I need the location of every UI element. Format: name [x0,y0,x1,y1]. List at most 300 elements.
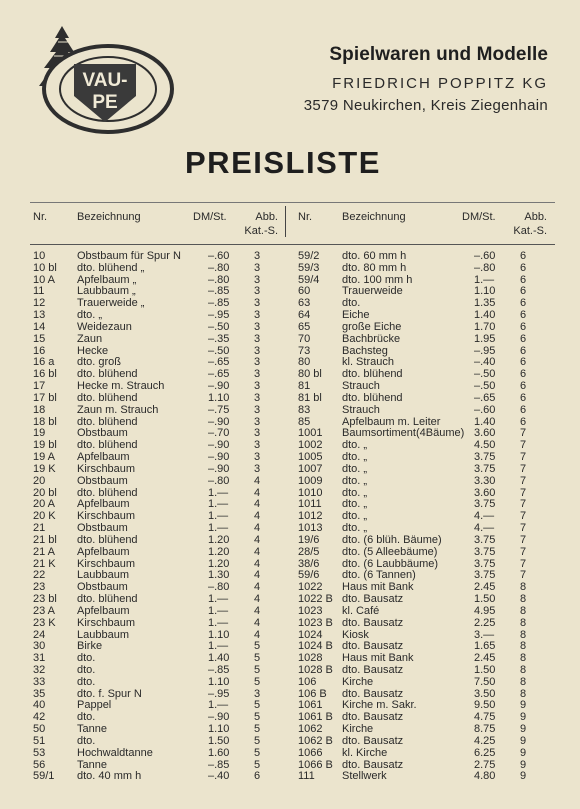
right-item-number: 80 bl [298,368,322,381]
left-item-number: 10 bl [33,261,57,274]
left-item-number: 19 bl [33,439,57,452]
left-item-description: Obstbaum [77,581,128,594]
right-item-description: dto. Bausatz [342,616,404,629]
right-item-price: 2.25 [474,616,496,629]
left-item-number: 17 [33,380,46,393]
left-item-description: dto. [77,652,96,665]
right-item-description: dto. 60 mm h [342,250,407,262]
right-item-catalog-page: 7 [520,557,527,570]
right-item-description: dto. „ [342,498,368,511]
left-item-price: 1.40 [208,652,230,665]
right-item-description: dto. 100 mm h [342,273,413,286]
right-item-description: Haus mit Bank [342,581,414,594]
right-item-number: 64 [298,309,311,322]
right-item-price: 3.— [474,628,495,641]
header-bezeichnung-right: Bezeichnung [342,211,406,223]
left-item-price: 1.— [208,510,229,523]
header-abb-label: Abb. [524,211,547,223]
left-item-price: 1.60 [208,746,230,759]
left-item-number: 16 bl [33,368,57,381]
right-item-description: dto. [342,297,361,310]
right-item-description: dto. (6 Tannen) [342,569,416,582]
left-item-description: Hochwaldtanne [77,746,153,759]
table-row [0,476,580,488]
right-item-number: 1062 [298,723,323,736]
table-row [0,677,580,689]
right-item-description: Trauerweide [342,285,403,298]
left-item-catalog-page: 3 [254,368,261,381]
table-row [0,334,580,346]
left-item-description: Kirschbaum [77,557,136,570]
right-item-price: 1.40 [474,415,496,428]
right-item-price: 3.75 [474,498,496,511]
header-kat-label: Kat.-S. [513,225,547,237]
right-item-number: 1010 [298,486,323,499]
left-item-number: 10 [33,250,46,262]
right-item-price: –.95 [474,344,496,357]
left-item-catalog-page: 3 [254,439,261,452]
right-item-description: dto. blühend [342,391,403,404]
header-abb-right [503,210,547,238]
right-item-description: dto. Bausatz [342,758,404,771]
right-item-description: Baumsortiment(4Bäume) [342,427,465,440]
right-item-catalog-page: 7 [520,498,527,511]
left-item-description: Laubbaum [77,569,129,582]
left-item-catalog-page: 5 [254,723,261,736]
right-item-number: 1024 B [298,640,333,653]
left-item-description: Apfelbaum [77,498,130,511]
left-item-number: 21 [33,522,46,535]
right-item-description: Bachsteg [342,344,388,357]
left-item-catalog-page: 4 [254,604,261,617]
left-item-description: dto. blühend [77,486,138,499]
left-item-catalog-page: 4 [254,510,261,523]
company-owner: FRIEDRICH POPPITZ KG [332,75,548,92]
right-item-number: 1066 B [298,758,333,771]
right-item-price: –.40 [474,356,496,369]
right-item-price: 3.30 [474,474,496,487]
left-item-number: 18 bl [33,415,57,428]
left-item-description: Zaun m. Strauch [77,403,159,416]
header-abb-left [236,210,278,238]
right-item-price: 3.75 [474,533,496,546]
left-item-number: 56 [33,758,46,771]
left-item-catalog-page: 4 [254,569,261,582]
left-item-catalog-page: 3 [254,297,261,310]
right-item-catalog-page: 6 [520,332,527,345]
left-item-number: 16 a [33,356,55,369]
right-item-number: 59/3 [298,261,320,274]
left-item-price: 1.30 [208,569,230,582]
table-row [0,736,580,748]
right-item-description: große Eiche [342,320,402,333]
right-item-description: dto. „ [342,439,368,452]
right-item-number: 1022 [298,581,323,594]
company-name: Spielwaren und Modelle [329,44,548,65]
right-item-price: 3.75 [474,569,496,582]
left-item-price: –.65 [208,368,230,381]
right-item-catalog-page: 7 [520,486,527,499]
left-item-description: dto. groß [77,356,122,369]
left-item-number: 15 [33,332,46,345]
right-item-number: 81 [298,380,311,393]
left-item-number: 16 [33,344,46,357]
right-item-number: 73 [298,344,311,357]
left-item-price: –.50 [208,344,230,357]
right-item-price: –.65 [474,391,496,404]
right-item-description: dto. „ [342,486,368,499]
right-item-number: 1028 [298,652,323,665]
right-item-description: dto. „ [342,510,368,523]
left-item-number: 12 [33,297,46,310]
right-item-number: 106 B [298,687,327,700]
right-item-price: 3.50 [474,687,496,700]
right-item-number: 83 [298,403,311,416]
table-row [0,464,580,476]
left-item-description: Hecke m. Strauch [77,380,165,393]
right-item-catalog-page: 7 [520,474,527,487]
left-item-catalog-page: 5 [254,652,261,665]
right-item-description: dto. (5 Alleebäume) [342,545,438,558]
left-item-number: 42 [33,711,46,724]
right-item-price: –.80 [474,261,496,274]
left-item-description: Obstbaum [77,427,128,440]
left-item-description: Zaun [77,332,103,345]
right-item-catalog-page: 9 [520,758,527,771]
left-item-price: –.75 [208,403,230,416]
right-item-catalog-page: 8 [520,593,527,606]
right-item-price: 1.50 [474,593,496,606]
right-item-number: 65 [298,320,311,333]
left-item-description: Kirschbaum [77,462,136,475]
left-item-description: Tanne [77,723,107,736]
header-bottom-rule [30,244,555,245]
right-item-catalog-page: 6 [520,403,527,416]
left-item-catalog-page: 6 [254,770,261,783]
right-item-price: –.50 [474,380,496,393]
right-item-price: 4.80 [474,770,496,783]
left-item-number: 24 [33,628,46,641]
right-item-price: 4.50 [474,439,496,452]
left-item-catalog-page: 3 [254,273,261,286]
right-item-catalog-page: 9 [520,711,527,724]
left-item-number: 50 [33,723,46,736]
left-item-number: 23 bl [33,593,57,606]
right-item-description: dto. (6 blüh. Bäume) [342,533,442,546]
right-item-description: Apfelbaum m. Leiter [342,415,441,428]
left-item-number: 11 [33,285,45,298]
right-item-catalog-page: 7 [520,545,527,558]
left-item-price: 1.— [208,522,229,535]
right-item-number: 80 [298,356,311,369]
right-item-price: 1.95 [474,332,496,345]
right-item-description: Stellwerk [342,770,387,783]
left-item-catalog-page: 3 [254,356,261,369]
right-item-price: 1.— [474,273,495,286]
right-item-catalog-page: 9 [520,723,527,736]
left-item-catalog-page: 4 [254,486,261,499]
right-item-description: dto. blühend [342,368,403,381]
left-item-price: –.90 [208,462,230,475]
right-item-catalog-page: 9 [520,746,527,759]
left-item-number: 21 K [33,557,56,570]
left-item-price: 1.— [208,604,229,617]
left-item-description: Pappel [77,699,112,712]
right-item-number: 1009 [298,474,323,487]
left-item-number: 13 [33,309,46,322]
left-item-description: Kirschbaum [77,510,136,523]
left-item-price: 1.10 [208,391,230,404]
left-item-price: –.90 [208,439,230,452]
left-item-catalog-page: 4 [254,498,261,511]
right-item-number: 19/6 [298,533,320,546]
left-item-price: –.40 [208,770,230,783]
left-item-catalog-page: 3 [254,427,261,440]
right-item-price: 3.75 [474,451,496,464]
right-item-price: –.50 [474,368,496,381]
right-item-description: kl. Kirche [342,746,388,759]
left-item-catalog-page: 5 [254,711,261,724]
left-item-number: 14 [33,320,46,333]
right-item-catalog-page: 6 [520,368,527,381]
right-item-price: 4.25 [474,734,496,747]
right-item-catalog-page: 8 [520,640,527,653]
left-item-price: –.65 [208,356,230,369]
left-item-description: Apfelbaum [77,604,130,617]
left-item-number: 53 [33,746,46,759]
left-item-catalog-page: 3 [254,261,261,274]
left-item-price: 1.10 [208,675,230,688]
right-item-number: 1062 B [298,734,333,747]
left-item-description: dto. 40 mm h [77,770,142,783]
table-row [0,618,580,630]
left-item-description: dto. blühend [77,415,138,428]
left-item-catalog-page: 3 [254,344,261,357]
header-bezeichnung-left: Bezeichnung [77,211,141,223]
left-item-catalog-page: 3 [254,451,261,464]
left-item-catalog-page: 3 [254,380,261,393]
left-item-price: –.95 [208,309,230,322]
right-item-price: 4.95 [474,604,496,617]
right-item-catalog-page: 8 [520,687,527,700]
right-item-catalog-page: 6 [520,261,527,274]
right-item-price: 2.45 [474,581,496,594]
company-block [304,44,548,114]
left-item-catalog-page: 5 [254,734,261,747]
left-item-catalog-page: 5 [254,758,261,771]
right-item-catalog-page: 9 [520,734,527,747]
header-price-right: DM/St. [462,211,496,223]
left-item-price: 1.— [208,593,229,606]
right-item-description: kl. Café [342,604,380,617]
right-item-number: 1012 [298,510,323,523]
right-item-price: 4.— [474,510,495,523]
left-item-price: –.80 [208,261,230,274]
header-column-divider [285,206,286,237]
left-item-number: 20 K [33,510,56,523]
table-row [0,606,580,618]
left-item-number: 21 bl [33,533,57,546]
right-item-catalog-page: 6 [520,380,527,393]
left-item-price: –.85 [208,663,230,676]
right-item-number: 63 [298,297,311,310]
left-item-number: 21 A [33,545,56,558]
left-item-price: –.90 [208,380,230,393]
left-item-price: –.90 [208,415,230,428]
right-item-description: dto. „ [342,474,368,487]
left-item-price: 1.20 [208,533,230,546]
left-item-price: –.95 [208,687,230,700]
right-item-price: 4.75 [474,711,496,724]
table-row [0,748,580,760]
right-item-catalog-page: 8 [520,616,527,629]
right-item-catalog-page: 6 [520,344,527,357]
left-item-price: 1.10 [208,723,230,736]
left-item-catalog-page: 5 [254,746,261,759]
left-item-description: Apfelbaum „ [77,273,137,286]
right-item-number: 38/6 [298,557,320,570]
right-item-number: 81 bl [298,391,322,404]
right-item-catalog-page: 6 [520,297,527,310]
left-item-description: Weidezaun [77,320,132,333]
right-item-description: dto. Bausatz [342,640,404,653]
right-item-number: 1001 [298,427,323,440]
left-item-description: Obstbaum für Spur N [77,250,181,262]
left-item-catalog-page: 3 [254,403,261,416]
table-row [0,405,580,417]
right-item-price: 1.50 [474,663,496,676]
right-item-catalog-page: 7 [520,462,527,475]
right-item-number: 111 [298,770,315,783]
left-item-description: dto. „ [77,309,103,322]
right-item-catalog-page: 8 [520,628,527,641]
header-nr-right: Nr. [298,211,313,223]
left-item-number: 19 [33,427,46,440]
left-item-price: –.90 [208,711,230,724]
right-item-description: dto. Bausatz [342,663,404,676]
left-item-catalog-page: 4 [254,557,261,570]
left-item-catalog-page: 3 [254,687,261,700]
left-item-number: 10 A [33,273,56,286]
right-item-number: 1024 [298,628,323,641]
left-item-description: Laubbaum „ [77,285,136,298]
right-item-price: 3.75 [474,462,496,475]
right-item-catalog-page: 6 [520,309,527,322]
right-item-price: –.60 [474,250,496,262]
table-row [0,393,580,405]
right-item-description: dto. Bausatz [342,593,404,606]
left-item-price: 1.20 [208,545,230,558]
left-item-description: dto. blühend [77,368,138,381]
right-item-catalog-page: 6 [520,250,527,262]
left-item-price: 1.50 [208,734,230,747]
right-item-description: dto. Bausatz [342,711,404,724]
right-item-number: 106 [298,675,317,688]
left-item-price: 1.— [208,616,229,629]
left-item-catalog-page: 4 [254,533,261,546]
left-item-price: –.85 [208,758,230,771]
left-item-catalog-page: 4 [254,522,261,535]
table-row [0,263,580,275]
left-item-description: Kirschbaum [77,616,136,629]
right-item-number: 59/4 [298,273,320,286]
right-item-catalog-page: 8 [520,663,527,676]
right-item-number: 60 [298,285,311,298]
left-item-description: Obstbaum [77,474,128,487]
right-item-description: Haus mit Bank [342,652,414,665]
right-item-catalog-page: 7 [520,522,527,535]
right-item-price: 1.65 [474,640,496,653]
vau-pe-logo [28,24,178,144]
header-price-left: DM/St. [193,211,227,223]
left-item-price: –.80 [208,474,230,487]
right-item-description: dto. Bausatz [342,687,404,700]
right-item-price: 3.60 [474,427,496,440]
left-item-number: 19 A [33,451,56,464]
left-item-description: Hecke [77,344,109,357]
left-item-description: Apfelbaum [77,545,130,558]
right-item-description: Bachbrücke [342,332,401,345]
right-item-number: 1011 [298,498,322,511]
left-item-price: 1.— [208,699,229,712]
right-item-catalog-page: 6 [520,415,527,428]
left-item-description: dto. [77,675,96,688]
left-item-number: 40 [33,699,46,712]
left-item-catalog-page: 4 [254,581,261,594]
left-item-description: Laubbaum [77,628,129,641]
right-item-catalog-page: 6 [520,285,527,298]
right-item-catalog-page: 8 [520,581,527,594]
header-abb-label: Abb. [255,211,278,223]
right-item-price: 3.60 [474,486,496,499]
right-item-price: 2.75 [474,758,496,771]
right-item-description: Kirche [342,675,374,688]
left-item-price: –.80 [208,273,230,286]
left-item-price: –.85 [208,285,230,298]
left-item-number: 51 [33,734,46,747]
right-item-description: dto. „ [342,522,368,535]
left-item-number: 20 A [33,498,56,511]
right-item-price: 3.75 [474,545,496,558]
right-item-catalog-page: 7 [520,439,527,452]
left-item-price: 1.— [208,486,229,499]
left-item-number: 18 [33,403,46,416]
left-item-number: 23 [33,581,46,594]
right-item-description: dto. (6 Laubbäume) [342,557,439,570]
right-item-description: Eiche [342,309,370,322]
left-item-price: –.90 [208,451,230,464]
right-item-number: 1007 [298,462,323,475]
right-item-price: 4.— [474,522,495,535]
left-item-price: –.70 [208,427,230,440]
right-item-number: 1028 B [298,663,333,676]
left-item-number: 35 [33,687,46,700]
left-item-number: 20 [33,474,46,487]
right-item-catalog-page: 8 [520,675,527,688]
right-item-description: kl. Strauch [342,356,394,369]
right-item-price: 6.25 [474,746,496,759]
left-item-description: Tanne [77,758,107,771]
left-item-number: 17 bl [33,391,57,404]
price-table [0,251,580,783]
right-item-description: Kiosk [342,628,369,641]
left-item-price: –.60 [208,250,230,262]
right-item-catalog-page: 7 [520,427,527,440]
right-item-description: dto. Bausatz [342,734,404,747]
right-item-number: 1061 [298,699,323,712]
right-item-number: 1013 [298,522,323,535]
left-item-price: 1.20 [208,557,230,570]
